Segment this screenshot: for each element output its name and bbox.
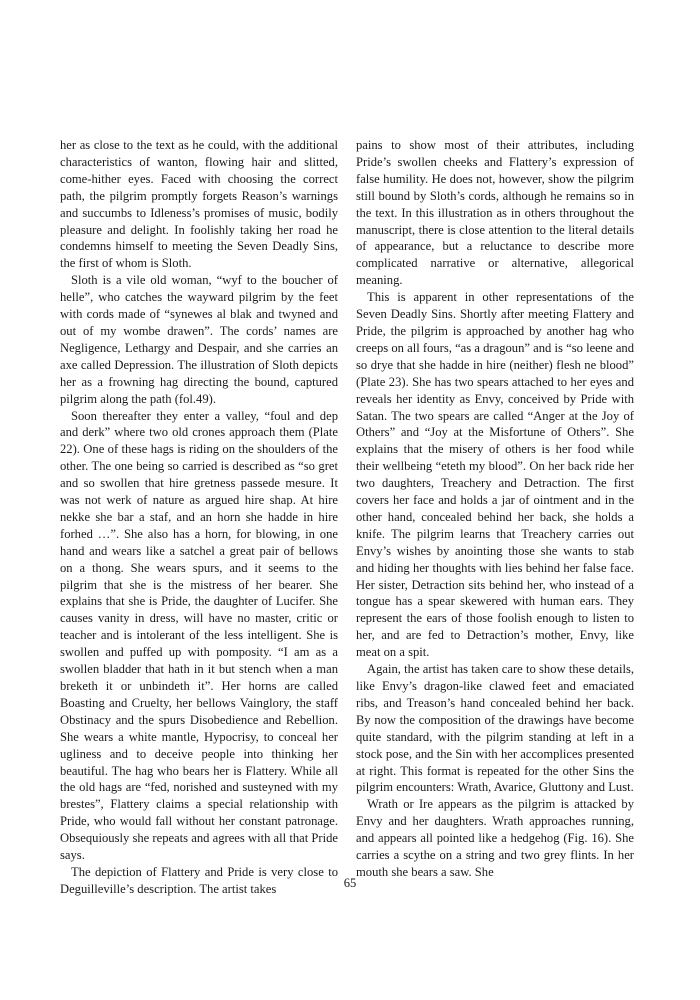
paragraph: Soon thereafter they enter a valley, “foul and dep and derk” where two old crones approach them (Plate 22). One of these hags is riding on the shoulders of the other. The one being so carried is described as “so gret and so swollen that hire gretness passede mesure. It was not werk of nature as argued hire shap. At hire nekke she bar a staf, and an horn she hadde in hire forhed …”. She also has a horn, for blowing, in one hand and wears like a satchel a great pair of bellows on a thong. She wears spurs, and it seems to the pilgrim that she is the mistress of her bearer. She explains that she is Pride, the daughter of Lucifer. She causes vanity in dress, will have no master, critic or teacher and is intolerant of the less intelligent. She is swollen and puffed up with pomposity. “I am as a swollen bladder that hath in it but stench when a man breketh it or unbindeth it”. Her horns are called Boasting and Cruelty, her bellows Vainglory, the staff Obstinacy and the spurs Disobedience and Rebellion. She wears a white mantle, Hypocrisy, to conceal her ugliness and to deceive people into thinking her beautiful. The hag who bears her is Flattery. While all the old hags are “fed, norished and susteyned with my brestes”, Flattery claims a special relationship with Pride, who would fall without her constant patronage. Obsequiously she repeats and agrees with all that Pride says. [60, 408, 338, 863]
paragraph: Again, the artist has taken care to show these details, like Envy’s dragon-like clawed feet and emaciated ribs, and Treason’s hand concealed behind her back. By now the composition of the drawings have become quite standard, with the pilgrim standing at left in a stock pose, and the Sin with her accomplices presented at right. This format is repeated for the other Sins the pilgrim encounters: Wrath, Avarice, Gluttony and Lust. [356, 662, 634, 795]
left-column [60, 137, 338, 898]
paragraph: This is apparent in other representations of the Seven Deadly Sins. Shortly after meeting Flattery and Pride, the pilgrim is approached by another hag who creeps on all fours, “as a dragoun” and is “so leene and so drye that she hadde in hire (neither) flesh ne blood” (Plate 23). She has two spears attached to her eyes and reveals her identity as Envy, conceived by Pride with Satan. The two spears are called “Anger at the Joy of Others” and “Joy at the Misfortune of Others”. She explains that the misery of others is her food while their wellbeing “eteth my blood”. On her back ride her two daughters, Treachery and Detraction. The first covers her face and holds a jar of ointment and in the other hand, concealed behind her back, she holds a knife. The pilgrim learns that Treachery carries out Envy’s wishes by anointing those she wants to stab and hiding her thoughts with lies behind her false face. Her sister, Detraction sits behind her, who instead of a tongue has a spear skewered with human ears. They represent the ears of those foolish enough to listen to her, and are fed to Detraction’s mother, Envy, like meat on a spit. [356, 290, 634, 660]
right-column [356, 137, 634, 881]
paragraph: pains to show most of their attributes, including Pride’s swollen cheeks and Flattery’s expression of false humility. He does not, however, show the pilgrim still bound by Sloth’s cords, although he remains so in the text. In this illustration as in others throughout the manuscript, there is close attention to the literal details of appearance, but a reluctance to describe more complicated narrative or alternative, allegorical meaning. [356, 138, 634, 288]
paragraph: Wrath or Ire appears as the pilgrim is attacked by Envy and her daughters. Wrath approaches running, and appears all pointed like a hedgehog (Fig. 16). She carries a scythe on a string and two grey flints. In her mouth she bears a saw. She [356, 797, 634, 879]
paragraph: The depiction of Flattery and Pride is very close to Deguilleville’s description. The artist takes [60, 864, 338, 896]
paragraph: her as close to the text as he could, with the additional characteristics of wanton, flowing hair and slitted, come-hither eyes. Faced with choosing the correct path, the pilgrim promptly forgets Reason’s warnings and succumbs to Idleness’s promises of music, bodily pleasure and delight. In foolishly taking her road he condemns himself to meeting the Seven Deadly Sins, the first of whom is Sloth. [60, 138, 338, 271]
page-number: 65 [343, 876, 357, 890]
paragraph: Sloth is a vile old woman, “wyf to the boucher of helle”, who catches the wayward pilgrim by the feet with cords made of “synewes al blak and twyned and out of my wombe drawen”. The cords’ names are Negligence, Lethargy and Despair, and she carries an axe called Depression. The illustration of Sloth depicts her as a frowning hag directing the bound, captured pilgrim along the path (fol.49). [60, 273, 338, 406]
